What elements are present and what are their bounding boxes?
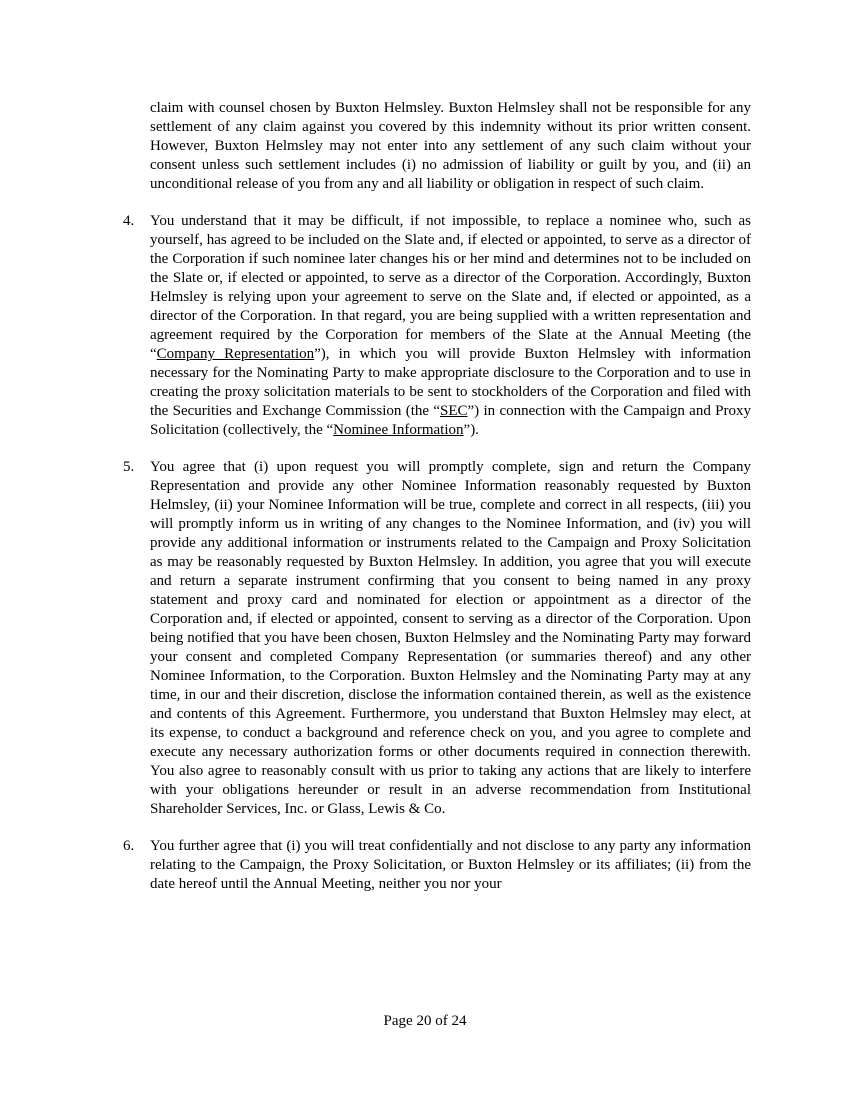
item-text-segment: ”). [463,422,479,438]
item-text: You agree that (i) upon request you will promptly complete, sign and return the Company Representation and provide any other Nominee Information reasonably requested by Buxton Helmsley, (ii) your Nominee Information will be true, complete and correct in all respects, (iii) you will promptly inform us in writing of any changes to the Nominee Information, and (iv) you will provide any additional information or instruments related to the Campaign and Proxy Solicitation as may be reasonably requested by Buxton Helmsley. In addition, you agree that you will execute and return a separate instrument confirming that you consent to being named in any proxy statement and proxy card and nominated for election or appointment as a director of the Corporation and, if elected or appointed, consent to serving as a director of the Corporation. Upon being notified that you have been chosen, Buxton Helmsley and the Nominating Party may forward your consent and completed Company Representation (or summaries thereof) and any other Nominee Information, to the Corporation. Buxton Helmsley and the Nominating Party may at any time, in our and their discretion, disclose the information contained therein, as well as the existence and contents of this Agreement. Furthermore, you understand that Buxton Helmsley may elect, at its expense, to conduct a background and reference check on you, and you agree to complete and execute any necessary authorization forms or other documents required in connection therewith. You also agree to reasonably consult with us prior to taking any actions that are likely to interfere with your obligations hereunder or result in an adverse recommendation from Institutional Shareholder Services, Inc. or Glass, Lewis & Co. [150,459,751,817]
document-body [123,99,751,894]
item-number: 6. [123,838,135,854]
defined-term: Nominee Information [333,422,464,438]
item-text-segment: ”), in which you will provide Buxton Helmsley with information necessary for the Nominating Party to make appropriate disclosure to the Corporation and to use in creating the proxy solicitation materials to be sent to stockholders of the Corporation and filed with the Securities and Exchange Commission (the “ [150,346,751,419]
item-number: 4. [123,213,135,229]
numbered-item-5 [123,458,751,819]
numbered-item-6 [123,837,751,894]
defined-term: Company Representation [156,346,315,362]
item-text [150,212,751,440]
numbered-item-4 [123,212,751,440]
defined-term: SEC [440,403,468,419]
item-text-segment: You understand that it may be difficult, if not impossible, to replace a nominee who, such as yourself, has agreed to be included on the Slate and, if elected or appointed, to serve as a director of the Corporation if such nominee later changes his or her mind and determines not to be included on the Slate or, if elected or appointed, to serve as a director of the Corporation. Accordingly, Buxton Helmsley is relying upon your agreement to serve on the Slate and, if elected or appointed, as a director of the Corporation. In that regard, you are being supplied with a written representation and agreement required by the Corporation for members of the Slate at the Annual Meeting (the “ [150,213,751,362]
item-number: 5. [123,459,135,475]
item-text: You further agree that (i) you will treat confidentially and not disclose to any party any information relating to the Campaign, the Proxy Solicitation, or Buxton Helmsley or its affiliates; (ii) from the date hereof until the Annual Meeting, neither you nor your [150,838,751,892]
page-number: Page 20 of 24 [383,1013,467,1029]
page-footer [0,1012,850,1031]
item-text-segment: ”) in connection with the Campaign and Proxy Solicitation (collectively, the “ [150,403,751,438]
continued-paragraph: claim with counsel chosen by Buxton Helmsley. Buxton Helmsley shall not be responsible for any settlement of any claim against you covered by this indemnity without its prior written consent. However, Buxton Helmsley may not enter into any settlement of any such claim without your consent unless such settlement includes (i) no admission of liability or guilt by you, and (ii) an unconditional release of you from any and all liability or obligation in respect of such claim. [150,100,751,192]
